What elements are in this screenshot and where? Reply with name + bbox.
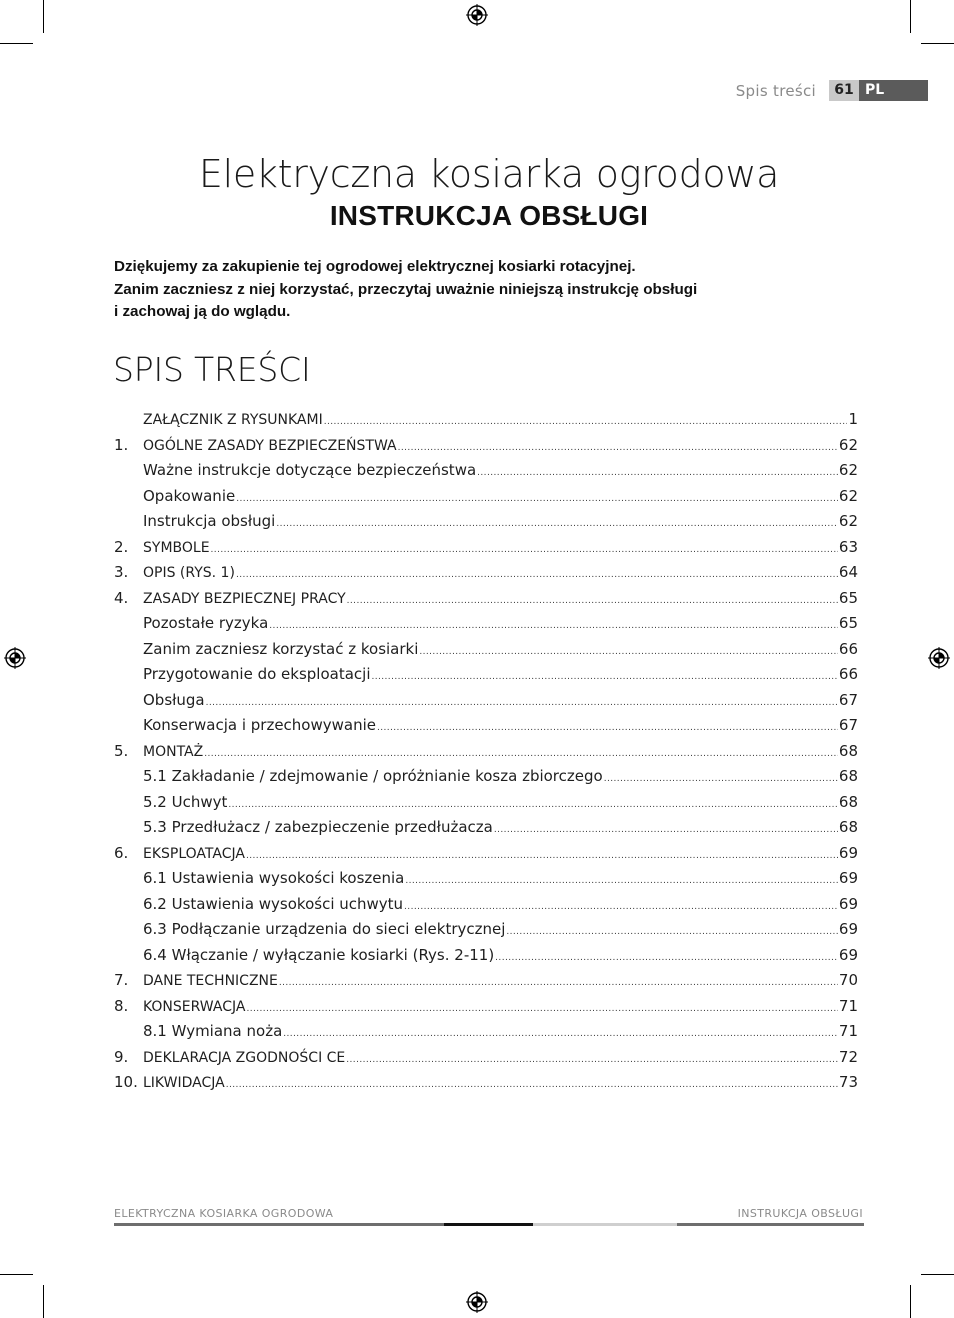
- toc-entry-page: 62: [838, 486, 858, 505]
- toc-entry-title: Obsługa: [143, 690, 205, 709]
- toc-entry-page: 69: [838, 843, 858, 862]
- toc-entry-page: 65: [838, 614, 858, 632]
- toc-leader-dots: [246, 851, 838, 861]
- toc-leader-dots: [347, 596, 838, 606]
- toc-entry-title: LIKWIDACJA: [143, 1075, 225, 1091]
- toc-entry-number: 8.: [114, 996, 129, 1015]
- header-page-number: 61: [829, 80, 859, 101]
- toc-leader-dots: [346, 1055, 838, 1065]
- toc-entry[interactable]: [114, 665, 858, 691]
- intro-line: Zanim zaczniesz z niej korzystać, przeczytaj uważnie niniejszą instrukcję obsługi: [114, 280, 698, 298]
- toc-entry-page: 68: [838, 767, 858, 785]
- toc-leader-dots: [206, 698, 838, 708]
- footer-product-name: ELEKTRYCZNA KOSIARKA OGRODOWA: [114, 1207, 334, 1220]
- toc-entry-title: 5.2 Uchwyt: [143, 792, 228, 811]
- crop-mark: [910, 1285, 911, 1318]
- toc-entry-page: 73: [838, 1073, 858, 1091]
- toc-leader-dots: [494, 825, 838, 835]
- toc-entry-title: 6.4 Włączanie / wyłączanie kosiarki (Rys. 2-11): [143, 945, 495, 964]
- toc-entry-title: MONTAŻ: [143, 743, 204, 760]
- toc-entry[interactable]: [114, 971, 858, 997]
- toc-entry-number: 9.: [114, 1047, 129, 1066]
- toc-entry-title: ZAŁĄCZNIK Z RYSUNKAMI: [143, 412, 323, 428]
- crop-mark: [43, 0, 44, 33]
- toc-entry-number: 7.: [114, 971, 129, 989]
- header-language-badge: PL: [859, 80, 928, 101]
- toc-entry[interactable]: [114, 538, 858, 564]
- toc-entry-number: 2.: [114, 537, 129, 556]
- toc-leader-dots: [404, 902, 838, 912]
- toc-entry-title: 6.1 Ustawienia wysokości koszenia: [143, 869, 405, 887]
- toc-entry[interactable]: [114, 767, 858, 793]
- toc-entry-title: Pozostałe ryzyka: [143, 614, 269, 632]
- toc-leader-dots: [604, 774, 838, 784]
- toc-entry[interactable]: [114, 589, 858, 615]
- toc-leader-dots: [377, 723, 838, 733]
- toc-heading: SPIS TREŚCI: [113, 350, 311, 389]
- footer-rule: [677, 1223, 864, 1226]
- header-section-name: Spis treści: [735, 82, 816, 100]
- footer-rule: [444, 1223, 533, 1226]
- toc-entry-number: 1.: [114, 435, 129, 454]
- registration-mark-icon: [466, 1291, 488, 1313]
- toc-leader-dots: [236, 494, 838, 504]
- toc-entry-page: 72: [838, 1047, 858, 1066]
- intro-paragraph: [114, 256, 874, 324]
- toc-entry[interactable]: [114, 614, 858, 640]
- toc-entry-title: Ważne instrukcje dotyczące bezpieczeństwa: [143, 461, 477, 479]
- footer-rule: [533, 1223, 677, 1226]
- toc-entry[interactable]: [114, 410, 858, 436]
- toc-leader-dots: [405, 876, 838, 886]
- footer-document-type: INSTRUKCJA OBSŁUGI: [737, 1207, 863, 1220]
- toc-entry[interactable]: [114, 742, 858, 768]
- toc-entry-title: 5.3 Przedłużacz / zabezpieczenie przedłużacza: [143, 818, 493, 836]
- toc-entry-number: 4.: [114, 588, 129, 607]
- toc-entry[interactable]: [114, 869, 858, 895]
- toc-leader-dots: [269, 621, 838, 631]
- intro-line: i zachowaj ją do wglądu.: [114, 303, 291, 320]
- toc-entry-page: 64: [838, 563, 858, 581]
- toc-entry-title: ZASADY BEZPIECZNEJ PRACY: [143, 590, 346, 607]
- toc-leader-dots: [283, 1029, 838, 1039]
- toc-leader-dots: [398, 443, 838, 453]
- toc-leader-dots: [276, 519, 838, 529]
- toc-entry-page: 66: [838, 665, 858, 683]
- toc-entry-title: DEKLARACJA ZGODNOŚCI CE: [143, 1049, 346, 1066]
- toc-entry-number: 3.: [114, 563, 129, 581]
- toc-entry[interactable]: [114, 920, 858, 946]
- toc-entry-title: 6.3 Podłączanie urządzenia do sieci elektrycznej: [143, 920, 506, 938]
- toc-entry-title: Zanim zaczniesz korzystać z kosiarki: [143, 639, 419, 658]
- crop-mark: [921, 1274, 954, 1275]
- toc-entry-page: 62: [838, 461, 858, 479]
- toc-entry[interactable]: [114, 946, 858, 972]
- registration-mark-icon: [928, 647, 950, 669]
- toc-entry[interactable]: [114, 793, 858, 819]
- toc-entry[interactable]: [114, 512, 858, 538]
- toc-leader-dots: [372, 672, 838, 682]
- toc-entry-number: 10.: [114, 1073, 138, 1091]
- toc-entry-title: OGÓLNE ZASADY BEZPIECZEŃSTWA: [143, 437, 397, 454]
- toc-entry-title: DANE TECHNICZNE: [143, 973, 278, 989]
- toc-entry[interactable]: [114, 818, 858, 844]
- toc-entry[interactable]: [114, 640, 858, 666]
- toc-entry-page: 68: [838, 741, 858, 760]
- crop-mark: [0, 43, 33, 44]
- toc-entry-title: EKSPLOATACJA: [143, 845, 245, 862]
- toc-entry[interactable]: [114, 716, 858, 742]
- crop-mark: [910, 0, 911, 33]
- toc-entry[interactable]: [114, 1022, 858, 1048]
- toc-entry-page: 71: [838, 996, 858, 1015]
- toc-leader-dots: [419, 647, 838, 657]
- toc-entry[interactable]: [114, 691, 858, 717]
- toc-entry[interactable]: [114, 487, 858, 513]
- toc-entry-title: 5.1 Zakładanie / zdejmowanie / opróżnianie kosza zbiorczego: [143, 767, 603, 785]
- toc-entry-number: 5.: [114, 741, 129, 760]
- toc-leader-dots: [506, 927, 838, 937]
- toc-entry-page: 67: [838, 690, 858, 709]
- toc-entry-page: 69: [838, 894, 858, 913]
- toc-entry-page: 70: [838, 971, 858, 989]
- toc-entry-title: Instrukcja obsługi: [143, 512, 276, 530]
- toc-entry[interactable]: [114, 461, 858, 487]
- toc-entry[interactable]: [114, 895, 858, 921]
- footer-rule: [114, 1223, 444, 1226]
- toc-leader-dots: [211, 545, 838, 555]
- table-of-contents: [114, 410, 858, 1099]
- intro-line: Dziękujemy za zakupienie tej ogrodowej elektrycznej kosiarki rotacyjnej.: [114, 258, 636, 275]
- toc-entry[interactable]: [114, 1073, 858, 1099]
- toc-leader-dots: [228, 800, 838, 810]
- toc-entry-page: 68: [838, 818, 858, 836]
- toc-leader-dots: [226, 1080, 838, 1090]
- crop-mark: [921, 43, 954, 44]
- toc-entry[interactable]: [114, 844, 858, 870]
- toc-entry-page: 69: [838, 945, 858, 964]
- toc-leader-dots: [477, 468, 838, 478]
- toc-entry-title: Konserwacja i przechowywanie: [143, 716, 376, 734]
- toc-entry[interactable]: [114, 563, 858, 589]
- toc-entry-title: SYMBOLE: [143, 539, 210, 556]
- toc-entry-page: 69: [838, 920, 858, 938]
- toc-entry-page: 67: [838, 716, 858, 734]
- toc-entry-page: 1: [848, 410, 858, 428]
- document-subtitle: INSTRUKCJA OBSŁUGI: [329, 200, 649, 231]
- toc-entry-page: 63: [838, 537, 858, 556]
- toc-leader-dots: [204, 749, 838, 759]
- toc-entry[interactable]: [114, 997, 858, 1023]
- toc-entry-title: 6.2 Ustawienia wysokości uchwytu: [143, 894, 404, 913]
- toc-leader-dots: [324, 417, 848, 427]
- registration-mark-icon: [4, 647, 26, 669]
- toc-entry-page: 71: [838, 1022, 858, 1040]
- toc-leader-dots: [236, 570, 838, 580]
- toc-leader-dots: [279, 978, 838, 988]
- document-title: Elektryczna kosiarka ogrodowa: [198, 152, 780, 196]
- toc-entry-title: KONSERWACJA: [143, 998, 246, 1015]
- toc-entry[interactable]: [114, 436, 858, 462]
- crop-mark: [0, 1274, 33, 1275]
- toc-entry-page: 62: [838, 435, 858, 454]
- toc-entry-page: 68: [838, 792, 858, 811]
- toc-leader-dots: [246, 1004, 837, 1014]
- toc-entry-number: 6.: [114, 843, 129, 862]
- registration-mark-icon: [466, 4, 488, 26]
- toc-entry-page: 66: [838, 639, 858, 658]
- crop-mark: [43, 1285, 44, 1318]
- toc-entry-title: OPIS (RYS. 1): [143, 565, 235, 581]
- toc-entry-page: 69: [838, 869, 858, 887]
- toc-entry-page: 65: [838, 588, 858, 607]
- toc-leader-dots: [495, 953, 838, 963]
- toc-entry-title: 8.1 Wymiana noża: [143, 1022, 283, 1040]
- toc-entry-title: Opakowanie: [143, 486, 236, 505]
- toc-entry-page: 62: [838, 512, 858, 530]
- toc-entry[interactable]: [114, 1048, 858, 1074]
- toc-entry-title: Przygotowanie do eksploatacji: [143, 665, 371, 683]
